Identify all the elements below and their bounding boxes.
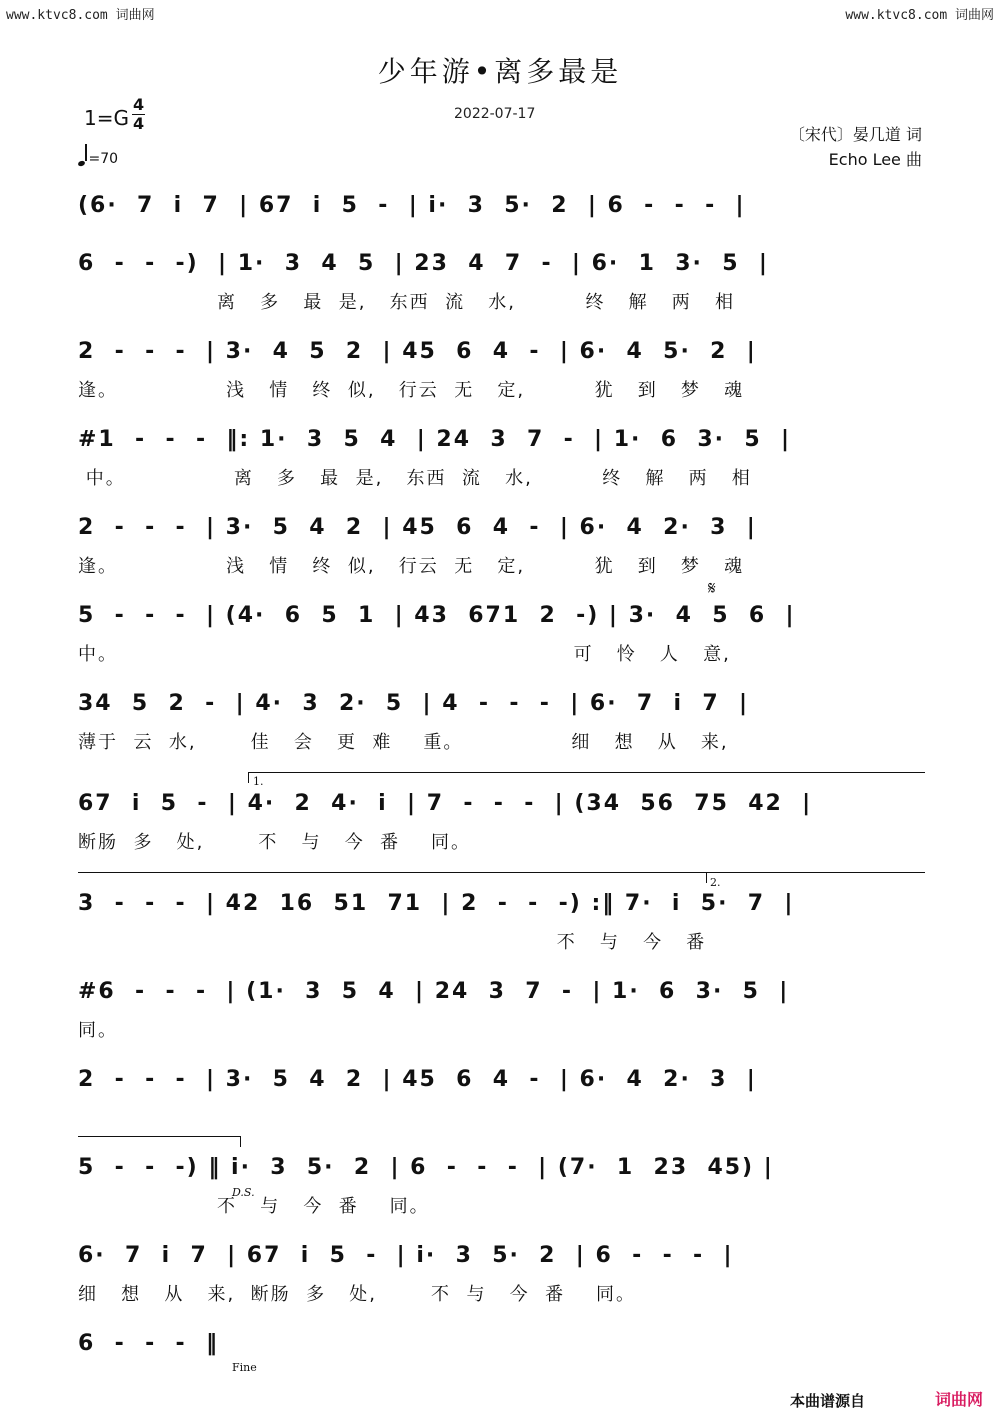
volta-2-label: 2. — [710, 876, 721, 889]
notation: 6 - - - ‖ — [78, 1331, 219, 1356]
notation: #1 - - - ‖: 1· 3 5 4 | 24 3 7 - | 1· 6 3· 5 | — [78, 427, 792, 452]
lyrics: 逢。 浅 情 终 似, 行云 无 定, 犹 到 梦 魂 — [78, 380, 745, 401]
notation: (6· 7 i 7 | 67 i 5 - | i· 3 5· 2 | 6 - - - | — [78, 193, 746, 218]
lyrics: 离 多 最 是, 东西 流 水, 终 解 两 相 — [78, 292, 735, 313]
notation: 3 - - - | 42 16 51 71 | 2 - - -) :‖ 7· i 5· 7 | — [78, 891, 795, 916]
notation: 2 - - - | 3· 5 4 2 | 45 6 4 - | 6· 4 2· 3 | — [78, 515, 757, 540]
tempo-marking — [78, 146, 118, 167]
lyrics: 中。 离 多 最 是, 东西 流 水, 终 解 两 相 — [78, 468, 752, 489]
key-signature: 1=G — [84, 106, 129, 130]
notation: 2 - - - | 3· 4 5 2 | 45 6 4 - | 6· 4 5· 2 | — [78, 339, 757, 364]
song-title: 少年游•离多最是 — [377, 55, 623, 88]
lyricist-credit: 〔宋代〕晏几道 词 — [788, 125, 922, 144]
lyrics: 同。 — [78, 1020, 118, 1041]
fine-mark: Fine — [232, 1361, 257, 1374]
source-label: 本曲谱源自 — [790, 1392, 866, 1410]
notation: 5 - - -) ‖ i· 3 5· 2 | 6 - - - | (7· 1 23 45) | — [78, 1155, 774, 1180]
volta-1-label: 1. — [253, 775, 264, 788]
ds-mark: D.S. — [232, 1186, 255, 1199]
notation: #6 - - - | (1· 3 5 4 | 24 3 7 - | 1· 6 3· 5 | — [78, 979, 790, 1004]
notation: 6· 7 i 7 | 67 i 5 - | i· 3 5· 2 | 6 - - - | — [78, 1243, 734, 1268]
volta-bracket-1 — [248, 772, 925, 783]
time-signature — [132, 96, 145, 133]
watermark-right: www.ktvc8.com 词曲网 — [845, 8, 994, 23]
quarter-note-icon — [77, 160, 85, 167]
lyrics: 逢。 浅 情 终 似, 行云 无 定, 犹 到 梦 魂 — [78, 556, 745, 577]
lyrics: 中。 可 怜 人 意, — [78, 644, 731, 665]
meter-bottom: 4 — [133, 114, 145, 133]
lyrics: 断肠 多 处, 不 与 今 番 同。 — [78, 832, 472, 853]
note-stem — [85, 144, 87, 161]
score-date: 2022-07-17 — [454, 106, 536, 122]
notation: 6 - - -) | 1· 3 4 5 | 23 4 7 - | 6· 1 3· 5 | — [78, 251, 769, 276]
lyrics: 细 想 从 来, 断肠 多 处, 不 与 今 番 同。 — [78, 1284, 636, 1305]
notation: 67 i 5 - | 4· 2 4· i | 7 - - - | (34 56 75 42 | — [78, 791, 813, 816]
volta-bracket-1-cont — [78, 872, 707, 883]
meter-top: 4 — [133, 95, 145, 114]
notation: 5 - - - | (4· 6 5 1 | 43 671 2 -) | 3· 4 5 6 | — [78, 603, 796, 628]
tempo-value: =70 — [88, 151, 119, 167]
volta-bracket-2 — [706, 872, 925, 883]
lyrics: 不 与 今 番 — [78, 932, 707, 953]
lyrics: 薄于 云 水, 佳 会 更 难 重。 细 想 从 来, — [78, 732, 729, 753]
notation: 2 - - - | 3· 5 4 2 | 45 6 4 - | 6· 4 2· 3 | — [78, 1067, 757, 1092]
notation: 34 5 2 - | 4· 3 2· 5 | 4 - - - | 6· 7 i 7 | — [78, 691, 750, 716]
segno-mark: 𝄋 — [708, 578, 716, 599]
watermark-left: www.ktvc8.com 词曲网 — [6, 8, 155, 23]
site-logo[interactable]: 词曲网 — [935, 1390, 984, 1409]
lyrics: 不 与 今 番 同。 — [78, 1196, 430, 1217]
ending-bracket — [78, 1136, 241, 1147]
composer-credit: Echo Lee 曲 — [828, 150, 922, 169]
